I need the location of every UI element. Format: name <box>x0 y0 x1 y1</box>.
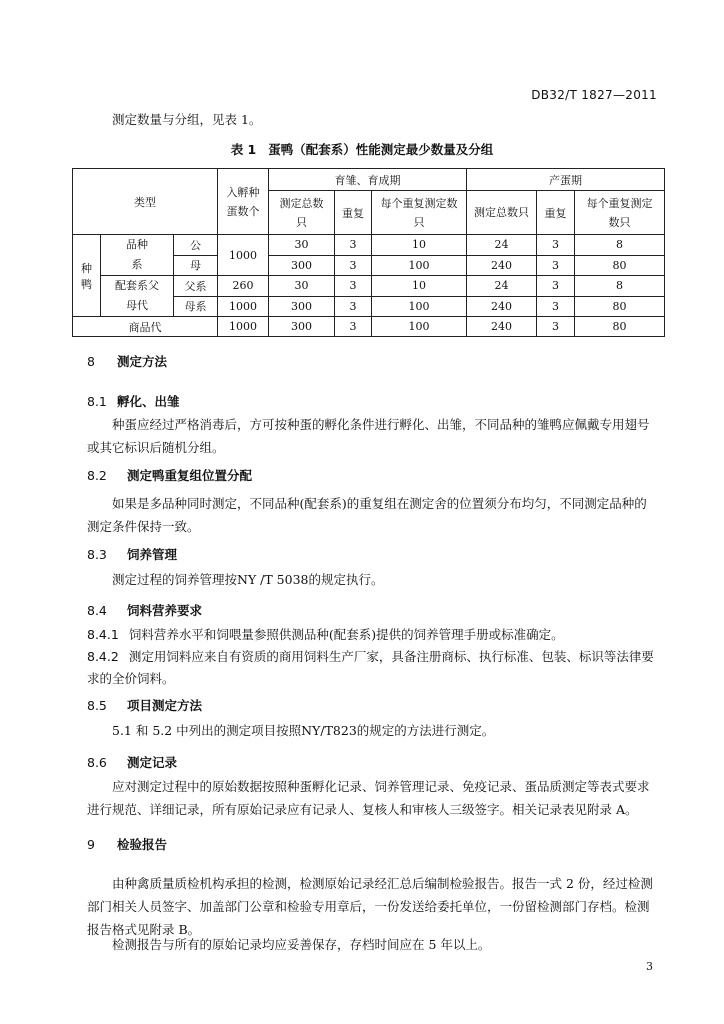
table-cell: 240 <box>467 255 537 276</box>
section-number: 8.5 <box>87 698 107 713</box>
table-cell: 3 <box>537 235 575 256</box>
header-rep: 重复 <box>537 191 575 235</box>
section-number: 8.1 <box>87 394 107 409</box>
section-title: 测定方法 <box>117 354 168 369</box>
intro-text: 测定数量与分组，见表 1。 <box>112 112 262 127</box>
strain-cross: 配套系父母代 <box>101 276 174 317</box>
clause-number: 8.4.2 <box>87 649 119 664</box>
section-number: 8.2 <box>87 468 107 483</box>
table-cell: 100 <box>372 317 467 337</box>
section-title: 检验报告 <box>117 837 168 852</box>
header-total: 测定总数只 <box>467 191 537 235</box>
section-title: 饲养管理 <box>127 547 178 562</box>
section-heading <box>87 392 180 410</box>
table-cell: 30 <box>269 235 335 256</box>
section-body: 由种禽质量质检机构承担的检测，检测原始记录经汇总后编制检验报告。报告一式 2 份，经过检测部门相关人员签字、加盖部门公章和检验专用章后，一份发送给委托单位，一份留检测部门存档。检测报告格式见附录 B。 <box>87 876 653 937</box>
table-cell: 1000 <box>218 296 269 317</box>
table-cell: 8 <box>575 276 665 297</box>
clause-text: 饲料营养水平和饲喂量参照供测品种(配套系)提供的饲养管理手册或标准确定。 <box>128 627 564 642</box>
section-title: 项目测定方法 <box>127 698 203 713</box>
table-cell: 24 <box>467 235 537 256</box>
table-cell: 8 <box>575 235 665 256</box>
section-body: 种蛋应经过严格消毒后，方可按种蛋的孵化条件进行孵化、出雏，不同品种的雏鸭应佩戴专用翅号或其它标识后随机分组。 <box>87 417 650 455</box>
section-body: 如果是多品种同时测定，不同品种(配套系)的重复组在测定舍的位置须分布均匀，不同测定品种的测定条件保持一致。 <box>87 496 647 534</box>
clause-item <box>87 646 657 690</box>
section-body: 应对测定过程中的原始数据按照种蛋孵化记录、饲养管理记录、免疫记录、蛋品质测定等表式要求进行规范、详细记录，所有原始记录应有记录人、复核人和审核人三级签字。相关记录表见附录 A。 <box>87 779 650 817</box>
section-heading <box>87 601 202 619</box>
table-cell: 3 <box>537 296 575 317</box>
section-body: 5.1 和 5.2 中列出的测定项目按照NY/T823的规定的方法进行测定。 <box>112 723 495 738</box>
table-cell: 3 <box>335 255 372 276</box>
section-body: 检测报告与所有的原始记录均应妥善保存，存档时间应在 5 年以上。 <box>112 937 491 952</box>
clause-text: 测定用饲料应来自有资质的商用饲料生产厂家，具备注册商标、执行标准、包装、标识等法律要求的全价饲料。 <box>87 649 654 686</box>
standard-number: DB32/T 1827—2011 <box>531 88 657 102</box>
table-cell: 3 <box>537 255 575 276</box>
table-cell: 3 <box>335 317 372 337</box>
table-cell: 240 <box>467 296 537 317</box>
table-cell: 1000 <box>218 317 269 337</box>
table-cell: 260 <box>218 276 269 297</box>
header-per-rep: 每个重复测定数只 <box>372 191 467 235</box>
clause-number: 8.4.1 <box>87 627 119 642</box>
section-heading <box>87 835 167 853</box>
table-cell: 80 <box>575 255 665 276</box>
section-title: 测定记录 <box>127 755 178 770</box>
table-cell: 80 <box>575 317 665 337</box>
header-per-rep: 每个重复测定数只 <box>575 191 665 235</box>
header-rep: 重复 <box>335 191 372 235</box>
table-cell: 公 <box>174 235 218 256</box>
table-cell: 24 <box>467 276 537 297</box>
table-cell: 1000 <box>218 235 269 276</box>
section-title: 测定鸭重复组位置分配 <box>127 468 253 483</box>
header-type: 类型 <box>73 169 218 235</box>
section-heading <box>87 696 202 714</box>
section-title: 孵化、出雏 <box>117 394 180 409</box>
table-cell: 80 <box>575 296 665 317</box>
table-cell: 30 <box>269 276 335 297</box>
section-heading <box>87 466 252 484</box>
table-cell: 父系 <box>174 276 218 297</box>
test-quantity-table <box>72 168 665 337</box>
table-cell: 3 <box>335 276 372 297</box>
header-growth-period: 育雏、育成期 <box>269 169 467 191</box>
table-cell: 3 <box>335 296 372 317</box>
section-heading <box>87 545 177 563</box>
page-number: 3 <box>646 960 653 973</box>
table-cell: 300 <box>269 255 335 276</box>
table-cell: 3 <box>335 235 372 256</box>
section-title: 饲料营养要求 <box>127 603 203 618</box>
table-cell: 300 <box>269 317 335 337</box>
table-cell: 300 <box>269 296 335 317</box>
section-number: 8 <box>87 354 95 369</box>
section-number: 9 <box>87 837 95 852</box>
header-eggs: 入孵种蛋数个 <box>218 169 269 235</box>
header-laying-period: 产蛋期 <box>467 169 665 191</box>
group-breeder: 种鸭 <box>73 235 101 317</box>
clause-item <box>87 624 657 646</box>
table-caption <box>0 140 724 158</box>
table-cell: 商品代 <box>73 317 218 337</box>
section-body: 测定过程的饲养管理按NY /T 5038的规定执行。 <box>112 572 384 587</box>
header-total: 测定总数只 <box>269 191 335 235</box>
section-number: 8.3 <box>87 547 107 562</box>
section-number: 8.4 <box>87 603 107 618</box>
section-number: 8.6 <box>87 755 107 770</box>
strain-pure: 品种系 <box>101 235 174 276</box>
table-cell: 240 <box>467 317 537 337</box>
table-cell: 母系 <box>174 296 218 317</box>
table-cell: 3 <box>537 317 575 337</box>
table-cell: 10 <box>372 235 467 256</box>
section-heading <box>87 352 167 370</box>
section-heading <box>87 753 177 771</box>
table-cell: 3 <box>537 276 575 297</box>
table-title: 蛋鸭（配套系）性能测定最少数量及分组 <box>268 142 494 157</box>
table-cell: 100 <box>372 296 467 317</box>
table-cell: 10 <box>372 276 467 297</box>
table-number: 表 1 <box>230 142 257 157</box>
table-cell: 100 <box>372 255 467 276</box>
table-cell: 母 <box>174 255 218 276</box>
